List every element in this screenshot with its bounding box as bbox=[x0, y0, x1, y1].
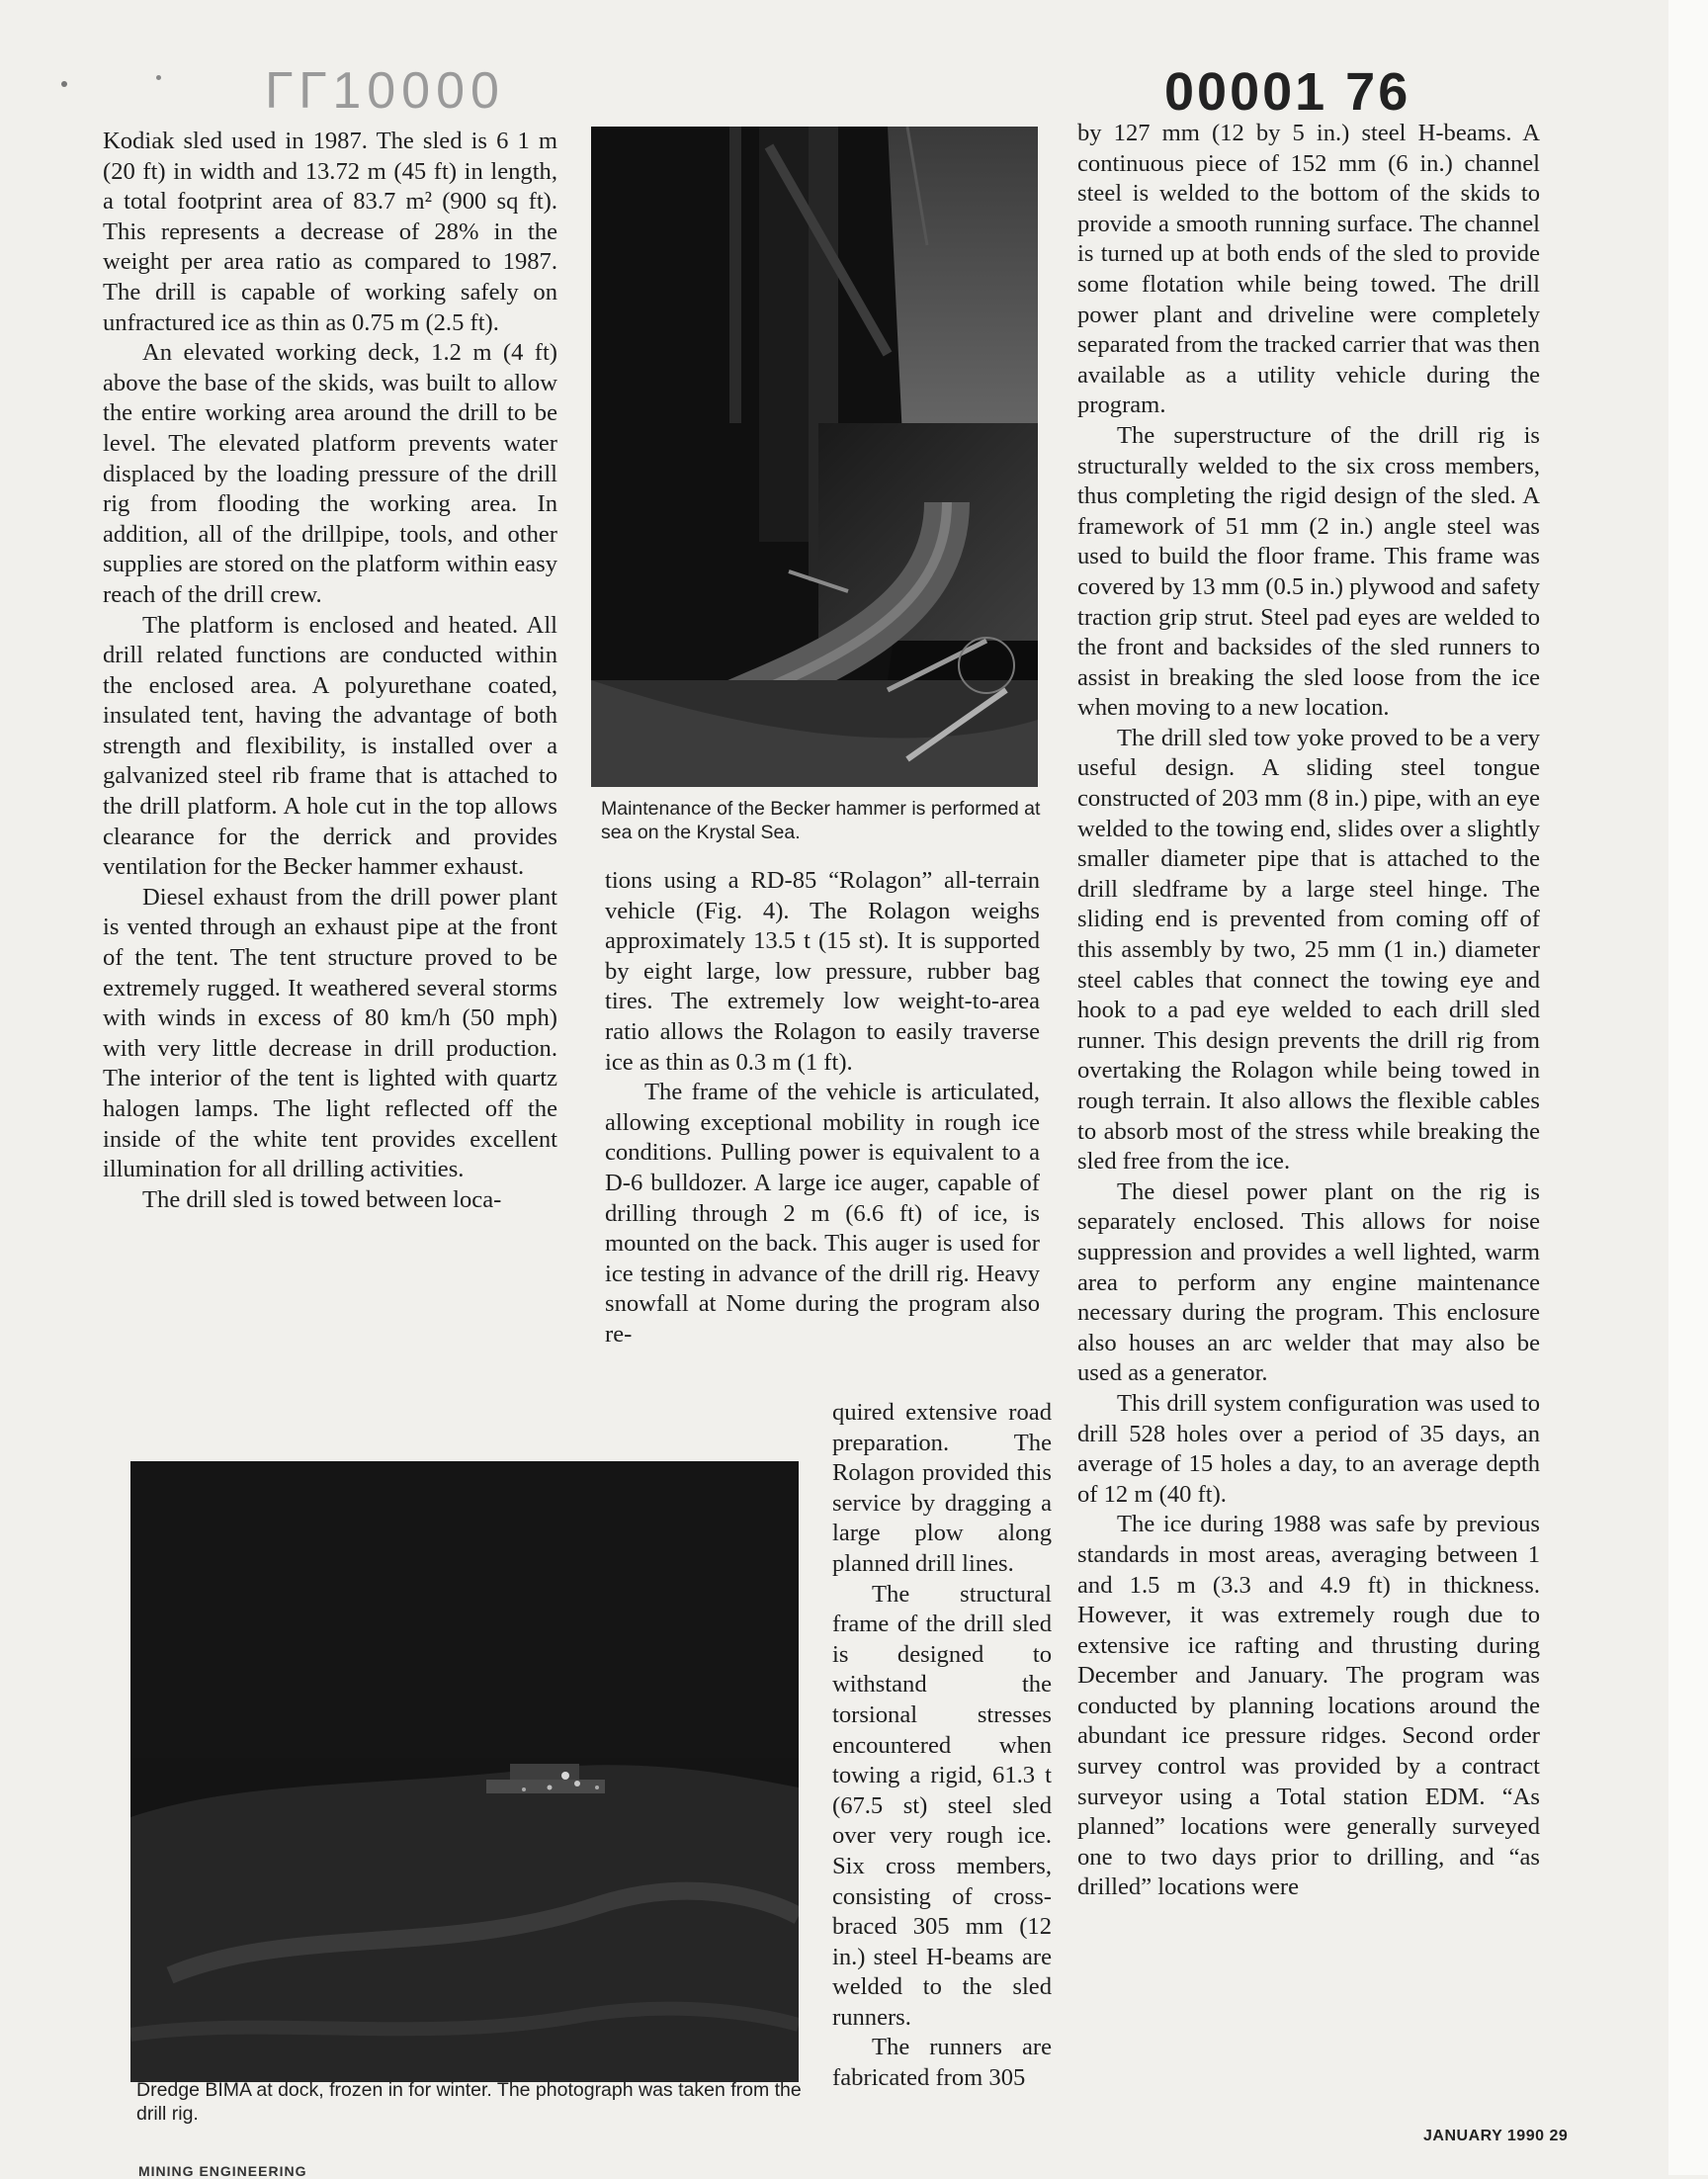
paragraph: Kodiak sled used in 1987. The sled is 6 1 m (20 ft) in width and 13.72 m (45 ft) in length, a total footprint area of 83.7 m² (900 sq ft). This represents a decrease of 28% in the weight per area ratio as compared to 1987. The drill is capable of working safely on unfractured ice as thin as 0.75 m (2.5 ft). bbox=[103, 128, 557, 336]
text-column-1 bbox=[103, 127, 557, 1215]
photo-becker-hammer-image bbox=[591, 127, 1038, 787]
footer-date-page: JANUARY 1990 29 bbox=[1423, 2128, 1569, 2144]
document-number-stamp-right: 00001 76 bbox=[1164, 62, 1411, 122]
speck bbox=[156, 75, 161, 80]
speck bbox=[61, 81, 67, 87]
document-number-stamp-left: ГГ10000 bbox=[265, 62, 505, 120]
paragraph: The platform is enclosed and heated. All drill related functions are conducted within the enclosed area. A polyurethane coated, insulated tent, having the advantage of both strength and flexibility, is installed over a galvanized steel rib frame that is attached to the drill platform. A hole cut in the top allows clearance for the derrick and provides ventilation for the Becker hammer exhaust. bbox=[103, 611, 557, 881]
paragraph: The runners are fabricated from 305 bbox=[832, 2034, 1052, 2092]
text-column-2-wrap bbox=[832, 1398, 1052, 2094]
paragraph: The drill sled is towed between loca- bbox=[142, 1185, 502, 1213]
paragraph: Diesel exhaust from the drill power plant is vented through an exhaust pipe at the front of the tent. The tent structure proved to be extremely rugged. It weathered several storms with winds in excess of 80 km/h (50 mph) with very little decrease in drill production. The interior of the tent is lighted with quartz halogen lamps. The light reflected off the inside of the white tent provides excellent illumination for all drilling activities. bbox=[103, 883, 557, 1183]
photo-caption-bottom: Dredge BIMA at dock, frozen in for winter. The photograph was taken from the drill rig. bbox=[136, 2079, 802, 2125]
paragraph: quired extensive road preparation. The Rolagon provided this service by dragging a large plow along planned drill lines. bbox=[832, 1399, 1052, 1577]
photo-caption-top: Maintenance of the Becker hammer is performed at sea on the Krystal Sea. bbox=[601, 798, 1041, 843]
footer-magazine-name: MINING ENGINEERING bbox=[138, 2163, 307, 2179]
paragraph: The frame of the vehicle is articulated, allowing exceptional mobility in rough ice conditions. Pulling power is equivalent to a D-6 bulldozer. A large ice auger, capable of drilling through 2 m (6.6 ft) of ice, is mounted on the back. This auger is used for ice testing in advance of the drill rig. Heavy snowfall at Nome during the program also re- bbox=[605, 1079, 1040, 1348]
photo-becker-hammer bbox=[591, 127, 1038, 787]
paragraph: The ice during 1988 was safe by previous standards in most areas, averaging between 1 and 1.5 m (3.3 and 4.9 ft) in thickness. However, it was extremely rough due to extensive ice rafting and thrusting during December and January. The program was conducted by planning locations around the abundant ice pressure ridges. Second order survey control was provided by a contract surveyor using a Total station EDM. “As planned” locations were generally surveyed one to two days prior to drilling, and “as drilled” locations were bbox=[1077, 1511, 1540, 1901]
page-edge bbox=[1668, 0, 1708, 2175]
paragraph: The superstructure of the drill rig is structurally welded to the six cross members, thus completing the rigid design of the sled. A framework of 51 mm (2 in.) angle steel was used to build the floor frame. This frame was covered by 13 mm (0.5 in.) plywood and safety traction grip strut. Steel pad eyes are welded to the front and backsides of the sled runners to assist in breaking the sled loose from the ice when moving to a new location. bbox=[1077, 421, 1540, 722]
text-column-2 bbox=[605, 866, 1040, 1351]
paragraph: The diesel power plant on the rig is separately enclosed. This allows for noise suppression and provides a well lighted, warm area to perform any engine maintenance necessary during the program. This enclosure also houses an arc welder that may also be used as a generator. bbox=[1077, 1177, 1540, 1387]
paragraph: by 127 mm (12 by 5 in.) steel H-beams. A continuous piece of 152 mm (6 in.) channel steel is welded to the bottom of the skids to provide a smooth running surface. The channel is turned up at both ends of the sled to provide some flotation while being towed. The drill power plant and driveline were completely separated from the tracked carrier that was then available as a utility vehicle during the program. bbox=[1077, 120, 1540, 419]
photo-dredge-bima bbox=[130, 1461, 799, 2082]
paragraph: The structural frame of the drill sled is designed to withstand the torsional stresses encountered when towing a rigid, 61.3 t (67.5 st) steel sled over very rough ice. Six cross members, consisting of cross-braced 305 mm (12 in.) steel H-beams are welded to the sled runners. bbox=[832, 1580, 1052, 2031]
text-column-3 bbox=[1077, 119, 1540, 1903]
paragraph: The drill sled tow yoke proved to be a very useful design. A sliding steel tongue constructed of 203 mm (8 in.) pipe, with an eye welded to the towing end, slides over a slightly smaller diameter pipe that is attached to the drill sledframe by a large steel hinge. The sliding end is prevented from coming off of this assembly by two, 25 mm (1 in.) diameter steel cables that connect the towing eye and hook to a pad eye welded to each drill sled runner. This design prevents the drill rig from overtaking the Rolagon while being towed in rough terrain. It also allows the flexible cables to absorb most of the stress while breaking the sled free from the ice. bbox=[1077, 724, 1540, 1176]
paragraph: An elevated working deck, 1.2 m (4 ft) above the base of the skids, was built to allow the entire working area around the drill to be level. The elevated platform prevents water displaced by the loading pressure of the drill rig from flooding the working area. In addition, all of the drillpipe, tools, and other supplies are stored on the platform within easy reach of the drill crew. bbox=[103, 339, 557, 608]
photo-dredge-bima-image bbox=[130, 1461, 799, 2082]
paragraph: tions using a RD-85 “Rolagon” all-terrain vehicle (Fig. 4). The Rolagon weighs approximately 13.5 t (15 st). It is supported by eight large, low pressure, rubber bag tires. The extremely low weight-to-area ratio allows the Rolagon to easily traverse ice as thin as 0.3 m (1 ft). bbox=[605, 867, 1040, 1076]
paragraph: This drill system configuration was used to drill 528 holes over a period of 35 days, an average of 15 holes a day, to an average depth of 12 m (40 ft). bbox=[1077, 1389, 1540, 1508]
